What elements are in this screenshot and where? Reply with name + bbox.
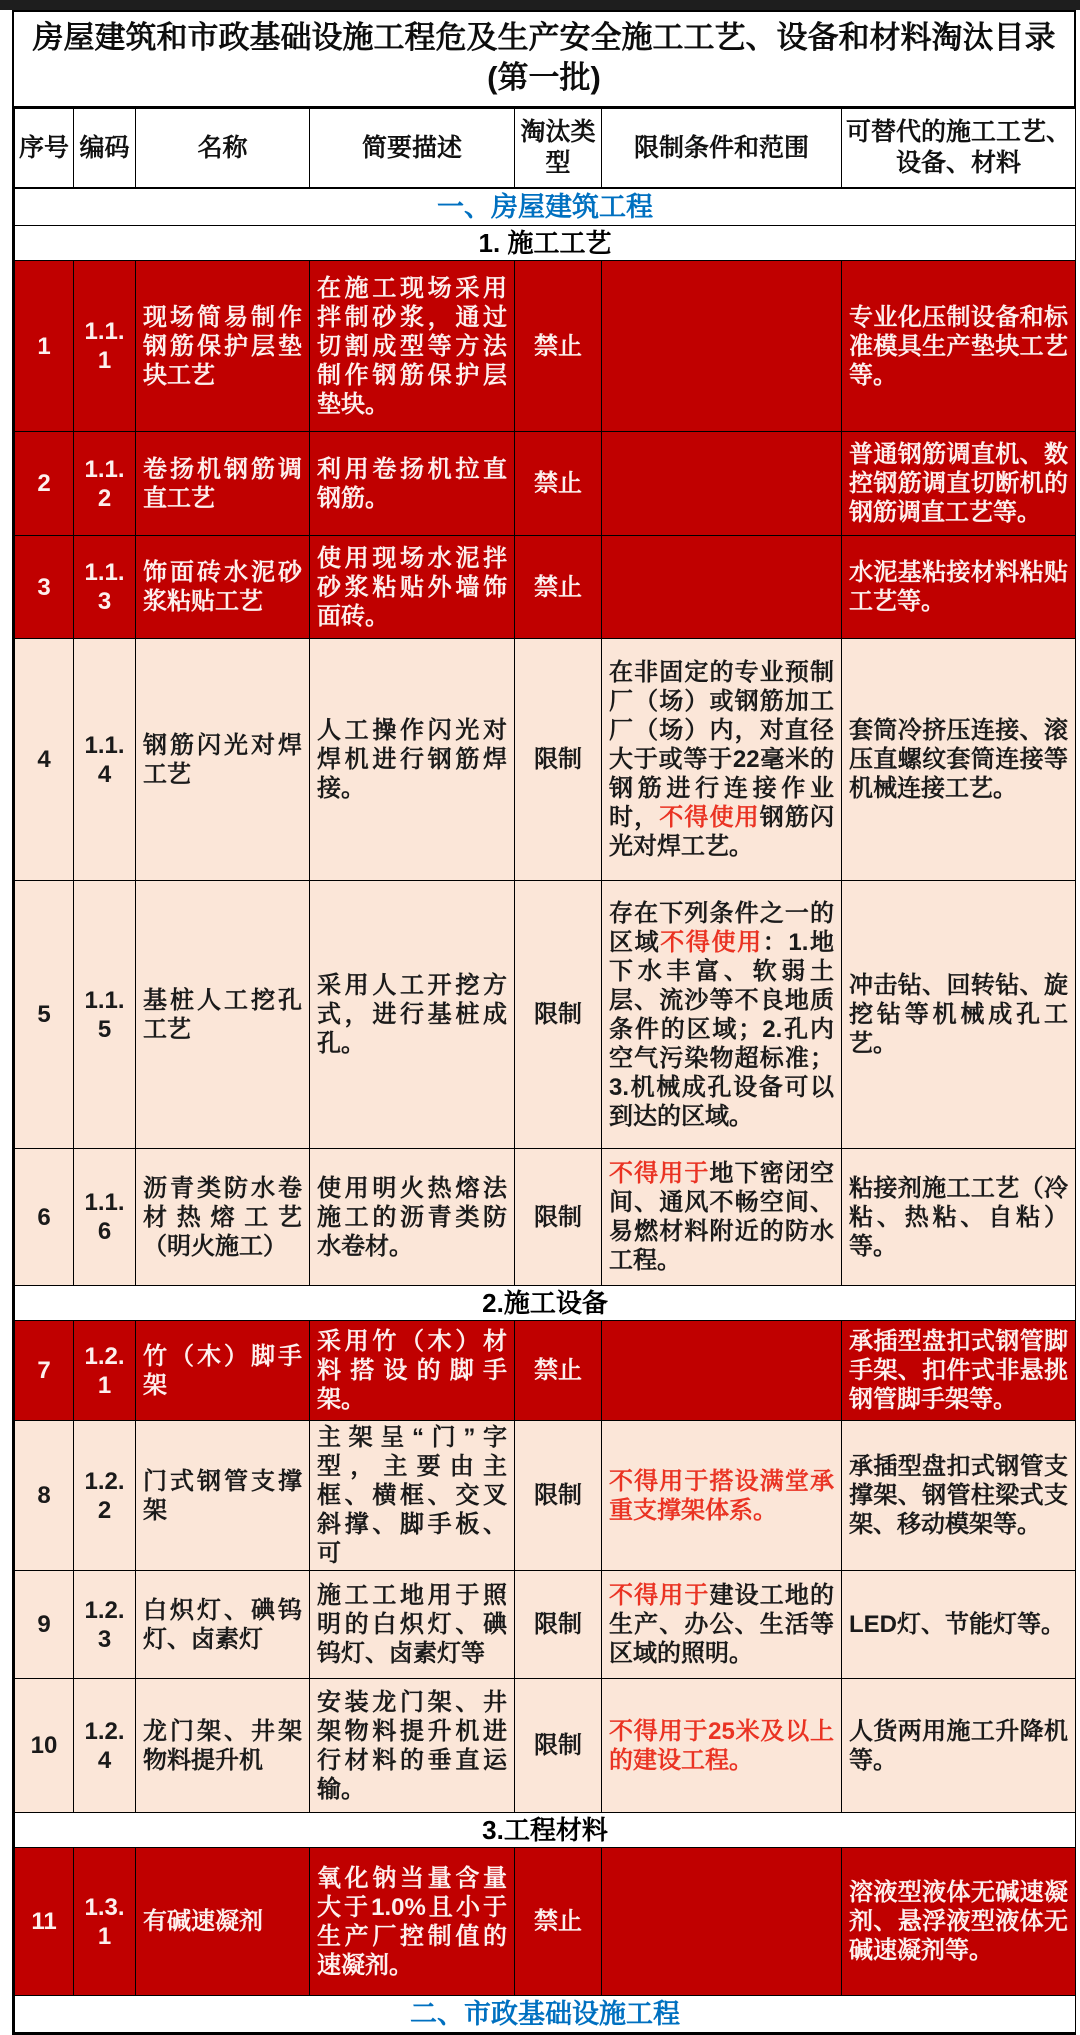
cell-code: 1.1.6 [74,1149,136,1286]
cell-restriction: 存在下列条件之一的区域不得使用：1.地下水丰富、软弱土层、流沙等不良地质条件的区域；2.孔内空气污染物超标准；3.机械成孔设备可以到达的区域。 [602,881,842,1149]
table-row-11 [15,1848,1076,1996]
cell-code: 1.3.1 [74,1848,136,1996]
cell-alternatives: 溶液型液体无碱速凝剂、悬浮液型液体无碱速凝剂等。 [842,1848,1076,1996]
cell-code: 1.2.3 [74,1571,136,1679]
cell-desc: 安装龙门架、井架物料提升机进行材料的垂直运输。 [310,1679,515,1813]
cell-restriction: 不得用于搭设满堂承重支撑架体系。 [602,1421,842,1571]
cell-code: 1.1.4 [74,639,136,881]
col-header-name: 名称 [136,109,310,189]
col-header-alternatives: 可替代的施工工艺、设备、材料 [842,109,1076,189]
cell-type: 禁止 [515,261,602,432]
cell-no: 8 [15,1421,74,1571]
cell-desc: 利用卷扬机拉直钢筋。 [310,432,515,536]
cell-code: 1.2.1 [74,1321,136,1421]
cell-name: 白炽灯、碘钨灯、卤素灯 [136,1571,310,1679]
cell-restriction [602,1848,842,1996]
cell-name: 卷扬机钢筋调直工艺 [136,432,310,536]
cell-alternatives: 专业化压制设备和标准模具生产垫块工艺等。 [842,261,1076,432]
cell-alternatives: 水泥基粘接材料粘贴工艺等。 [842,536,1076,639]
col-header-type: 淘汰类型 [515,109,602,189]
cell-code: 1.2.2 [74,1421,136,1571]
cell-name: 基桩人工挖孔工艺 [136,881,310,1149]
table-row-2 [15,432,1076,536]
elimination-catalog-table [14,108,1076,2033]
cell-name: 竹（木）脚手架 [136,1321,310,1421]
table-row-6 [15,1149,1076,1286]
cell-desc: 主架呈“门”字型，主要由主框、横框、交叉斜撑、脚手板、可 [310,1421,515,1571]
cell-no: 5 [15,881,74,1149]
page-title [14,12,1074,108]
section-header-sub3: 3.工程材料 [15,1813,1076,1848]
cell-desc: 氧化钠当量含量大于1.0%且小于生产厂控制值的速凝剂。 [310,1848,515,1996]
cell-no: 6 [15,1149,74,1286]
catalog-document [12,10,1076,2035]
table-row-1 [15,261,1076,432]
cell-restriction: 不得用于建设工地的生产、办公、生活等区域的照明。 [602,1571,842,1679]
table-row-10 [15,1679,1076,1813]
title-line-1: 房屋建筑和市政基础设施工程危及生产安全施工工艺、设备和材料淘汰目录 [32,20,1056,55]
cell-restriction: 不得用于地下密闭空间、通风不畅空间、易燃材料附近的防水工程。 [602,1149,842,1286]
cell-code: 1.1.1 [74,261,136,432]
cell-name: 门式钢管支撑架 [136,1421,310,1571]
cell-alternatives: 人货两用施工升降机等。 [842,1679,1076,1813]
cell-name: 龙门架、井架物料提升机 [136,1679,310,1813]
cell-name: 钢筋闪光对焊工艺 [136,639,310,881]
cell-desc: 使用明火热熔法施工的沥青类防水卷材。 [310,1149,515,1286]
cell-type: 限制 [515,881,602,1149]
section-header-part2: 二、市政基础设施工程 [15,1996,1076,2033]
cell-no: 3 [15,536,74,639]
cell-restriction: 不得用于25米及以上的建设工程。 [602,1679,842,1813]
cell-desc: 使用现场水泥拌砂浆粘贴外墙饰面砖。 [310,536,515,639]
col-header-restriction: 限制条件和范围 [602,109,842,189]
cell-code: 1.1.2 [74,432,136,536]
cell-no: 4 [15,639,74,881]
screenshot-top-edge [0,0,1080,10]
cell-no: 9 [15,1571,74,1679]
col-header-code: 编码 [74,109,136,189]
cell-alternatives: 套筒冷挤压连接、滚压直螺纹套筒连接等机械连接工艺。 [842,639,1076,881]
table-row-5 [15,881,1076,1149]
cell-name: 现场简易制作钢筋保护层垫块工艺 [136,261,310,432]
cell-restriction [602,432,842,536]
cell-name: 有碱速凝剂 [136,1848,310,1996]
cell-desc: 采用竹（木）材料搭设的脚手架。 [310,1321,515,1421]
cell-no: 11 [15,1848,74,1996]
cell-code: 1.1.5 [74,881,136,1149]
section-header-part1: 一、房屋建筑工程 [15,188,1076,226]
cell-type: 禁止 [515,1321,602,1421]
cell-type: 限制 [515,1149,602,1286]
title-line-2: (第一批) [487,60,601,95]
cell-type: 限制 [515,639,602,881]
cell-restriction: 在非固定的专业预制厂（场）或钢筋加工厂（场）内，对直径大于或等于22毫米的钢筋进行连接作业时，不得使用钢筋闪光对焊工艺。 [602,639,842,881]
cell-no: 10 [15,1679,74,1813]
cell-type: 限制 [515,1679,602,1813]
table-row-4 [15,639,1076,881]
cell-type: 禁止 [515,536,602,639]
cell-code: 1.1.3 [74,536,136,639]
cell-code: 1.2.4 [74,1679,136,1813]
cell-name: 饰面砖水泥砂浆粘贴工艺 [136,536,310,639]
cell-no: 7 [15,1321,74,1421]
cell-alternatives: 普通钢筋调直机、数控钢筋调直切断机的钢筋调直工艺等。 [842,432,1076,536]
section-header-sub1: 1. 施工工艺 [15,226,1076,261]
cell-alternatives: 承插型盘扣式钢管脚手架、扣件式非悬挑钢管脚手架等。 [842,1321,1076,1421]
section-header-sub2: 2.施工设备 [15,1286,1076,1321]
cell-type: 限制 [515,1421,602,1571]
cell-alternatives: LED灯、节能灯等。 [842,1571,1076,1679]
table-row-9 [15,1571,1076,1679]
cell-type: 禁止 [515,432,602,536]
cell-alternatives: 冲击钻、回转钻、旋挖钻等机械成孔工艺。 [842,881,1076,1149]
cell-name: 沥青类防水卷材热熔工艺（明火施工） [136,1149,310,1286]
cell-restriction [602,536,842,639]
cell-alternatives: 承插型盘扣式钢管支撑架、钢管柱梁式支架、移动模架等。 [842,1421,1076,1571]
col-header-desc: 简要描述 [310,109,515,189]
cell-desc: 在施工现场采用拌制砂浆，通过切割成型等方法制作钢筋保护层垫块。 [310,261,515,432]
cell-type: 限制 [515,1571,602,1679]
cell-alternatives: 粘接剂施工工艺（冷粘、热粘、自粘）等。 [842,1149,1076,1286]
cell-restriction [602,261,842,432]
cell-desc: 采用人工开挖方式，进行基桩成孔。 [310,881,515,1149]
col-header-no: 序号 [15,109,74,189]
table-row-7 [15,1321,1076,1421]
cell-type: 禁止 [515,1848,602,1996]
table-row-3 [15,536,1076,639]
table-row-8 [15,1421,1076,1571]
cell-no: 1 [15,261,74,432]
cell-restriction [602,1321,842,1421]
cell-desc: 人工操作闪光对焊机进行钢筋焊接。 [310,639,515,881]
cell-desc: 施工工地用于照明的白炽灯、碘钨灯、卤素灯等 [310,1571,515,1679]
cell-no: 2 [15,432,74,536]
table-header-row [15,109,1076,189]
